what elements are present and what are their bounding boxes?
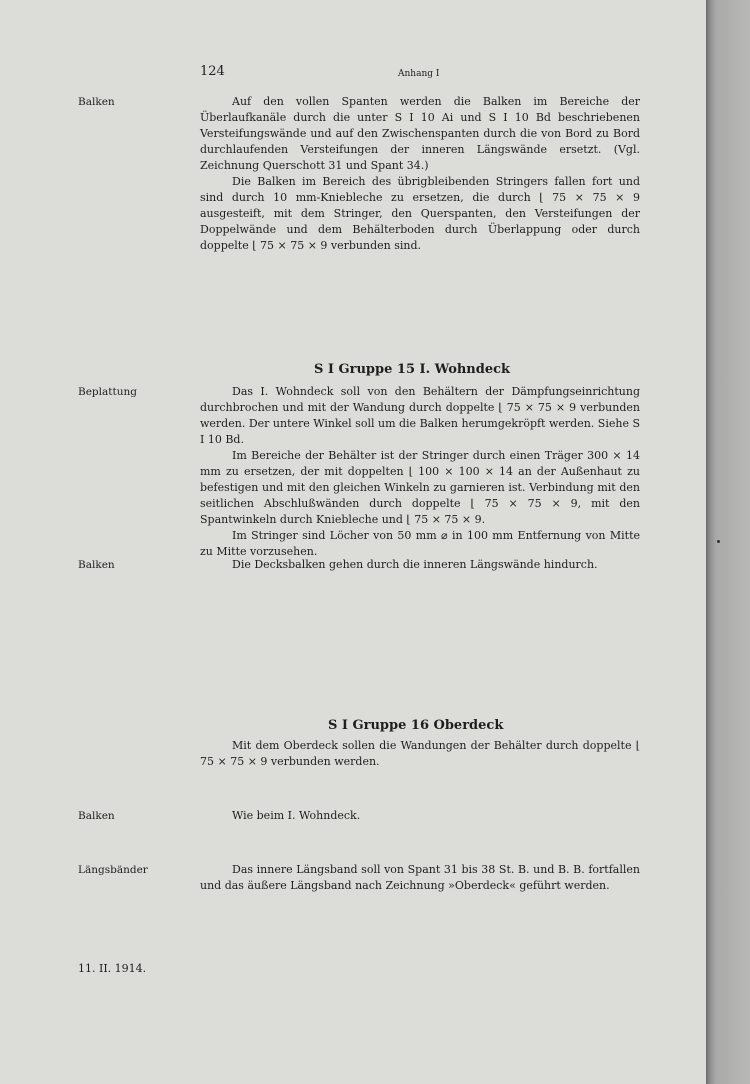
running-head: Anhang I bbox=[398, 69, 440, 79]
paragraph-beplattung bbox=[200, 384, 640, 560]
paragraph-text: Die Decksbalken gehen durch die inneren Längswände hindurch. bbox=[232, 558, 598, 571]
footer-date: 11. II. 1914. bbox=[78, 962, 147, 975]
paragraph-text: Mit dem Oberdeck sollen die Wandungen der Behälter durch doppelte ⌊ 75 × 75 × 9 verbunden werden. bbox=[200, 739, 640, 768]
paragraph-text: Die Balken im Bereich des übrigbleibenden Stringers fallen fort und sind durch 10 mm-Kniebleche zu ersetzen, die durch ⌊ 75 × 75 × 9 ausgesteift, mit dem Stringer, den Querspanten, den Versteifungen der Doppelwände und dem Behälterboden durch Überlappung oder durch doppelte ⌊ 75 × 75 × 9 verbunden sind. bbox=[200, 175, 640, 252]
paragraph-text: Wie beim I. Wohndeck. bbox=[232, 809, 361, 822]
paragraph-text: Im Bereiche der Behälter ist der Stringer durch einen Träger 300 × 14 mm zu ersetzen, der mit doppelten ⌊ 100 × 100 × 14 an der Außenhaut zu befestigen und mit den gleichen Winkeln zu garnieren ist. Verbindung mit den seitlichen Abschlußwänden durch doppelte ⌊ 75 × 75 × 9, mit den Spantwinkeln durch Kniebleche und ⌊ 75 × 75 × 9. bbox=[200, 449, 640, 526]
scan-speck bbox=[717, 540, 720, 543]
paragraph-oberdeck bbox=[200, 738, 640, 770]
page-edge-shadow bbox=[706, 0, 750, 1084]
paragraph-laengsbaender bbox=[200, 862, 640, 894]
margin-label-balken: Balken bbox=[78, 559, 115, 571]
paragraph-balken bbox=[200, 94, 640, 254]
margin-label-balken: Balken bbox=[78, 810, 115, 822]
paragraph-text: Auf den vollen Spanten werden die Balken im Bereiche der Überlaufkanäle durch die unter S I 10 Ai und S I 10 Bd beschriebenen Versteifungswände und auf den Zwischenspanten durch die von Bord zu Bord durchlaufenden Versteifungen der inneren Längswände ersetzt. (Vgl. Zeichnung Querschott 31 und Spant 34.) bbox=[200, 95, 640, 172]
section-heading-group-16: S I Gruppe 16 Oberdeck bbox=[328, 718, 504, 733]
margin-label-beplattung: Beplattung bbox=[78, 386, 137, 398]
page-number: 124 bbox=[200, 64, 225, 79]
paragraph-text: Das I. Wohndeck soll von den Behältern der Dämpfungseinrichtung durchbrochen und mit der Wandung durch doppelte ⌊ 75 × 75 × 9 verbunden werden. Der untere Winkel soll um die Balken herumgekröpft werden. Siehe S I 10 Bd. bbox=[200, 385, 640, 446]
margin-label-balken: Balken bbox=[78, 96, 115, 108]
paragraph-text: Das innere Längsband soll von Spant 31 bis 38 St. B. und B. B. fortfallen und das äußere Längsband nach Zeichnung »Oberdeck« geführt werden. bbox=[200, 863, 640, 892]
section-heading-group-15: S I Gruppe 15 I. Wohndeck bbox=[314, 362, 511, 377]
margin-label-laengsbaender: Längsbänder bbox=[78, 864, 148, 876]
paragraph-text: Im Stringer sind Löcher von 50 mm ⌀ in 100 mm Entfernung von Mitte zu Mitte vorzusehen. bbox=[200, 529, 640, 558]
